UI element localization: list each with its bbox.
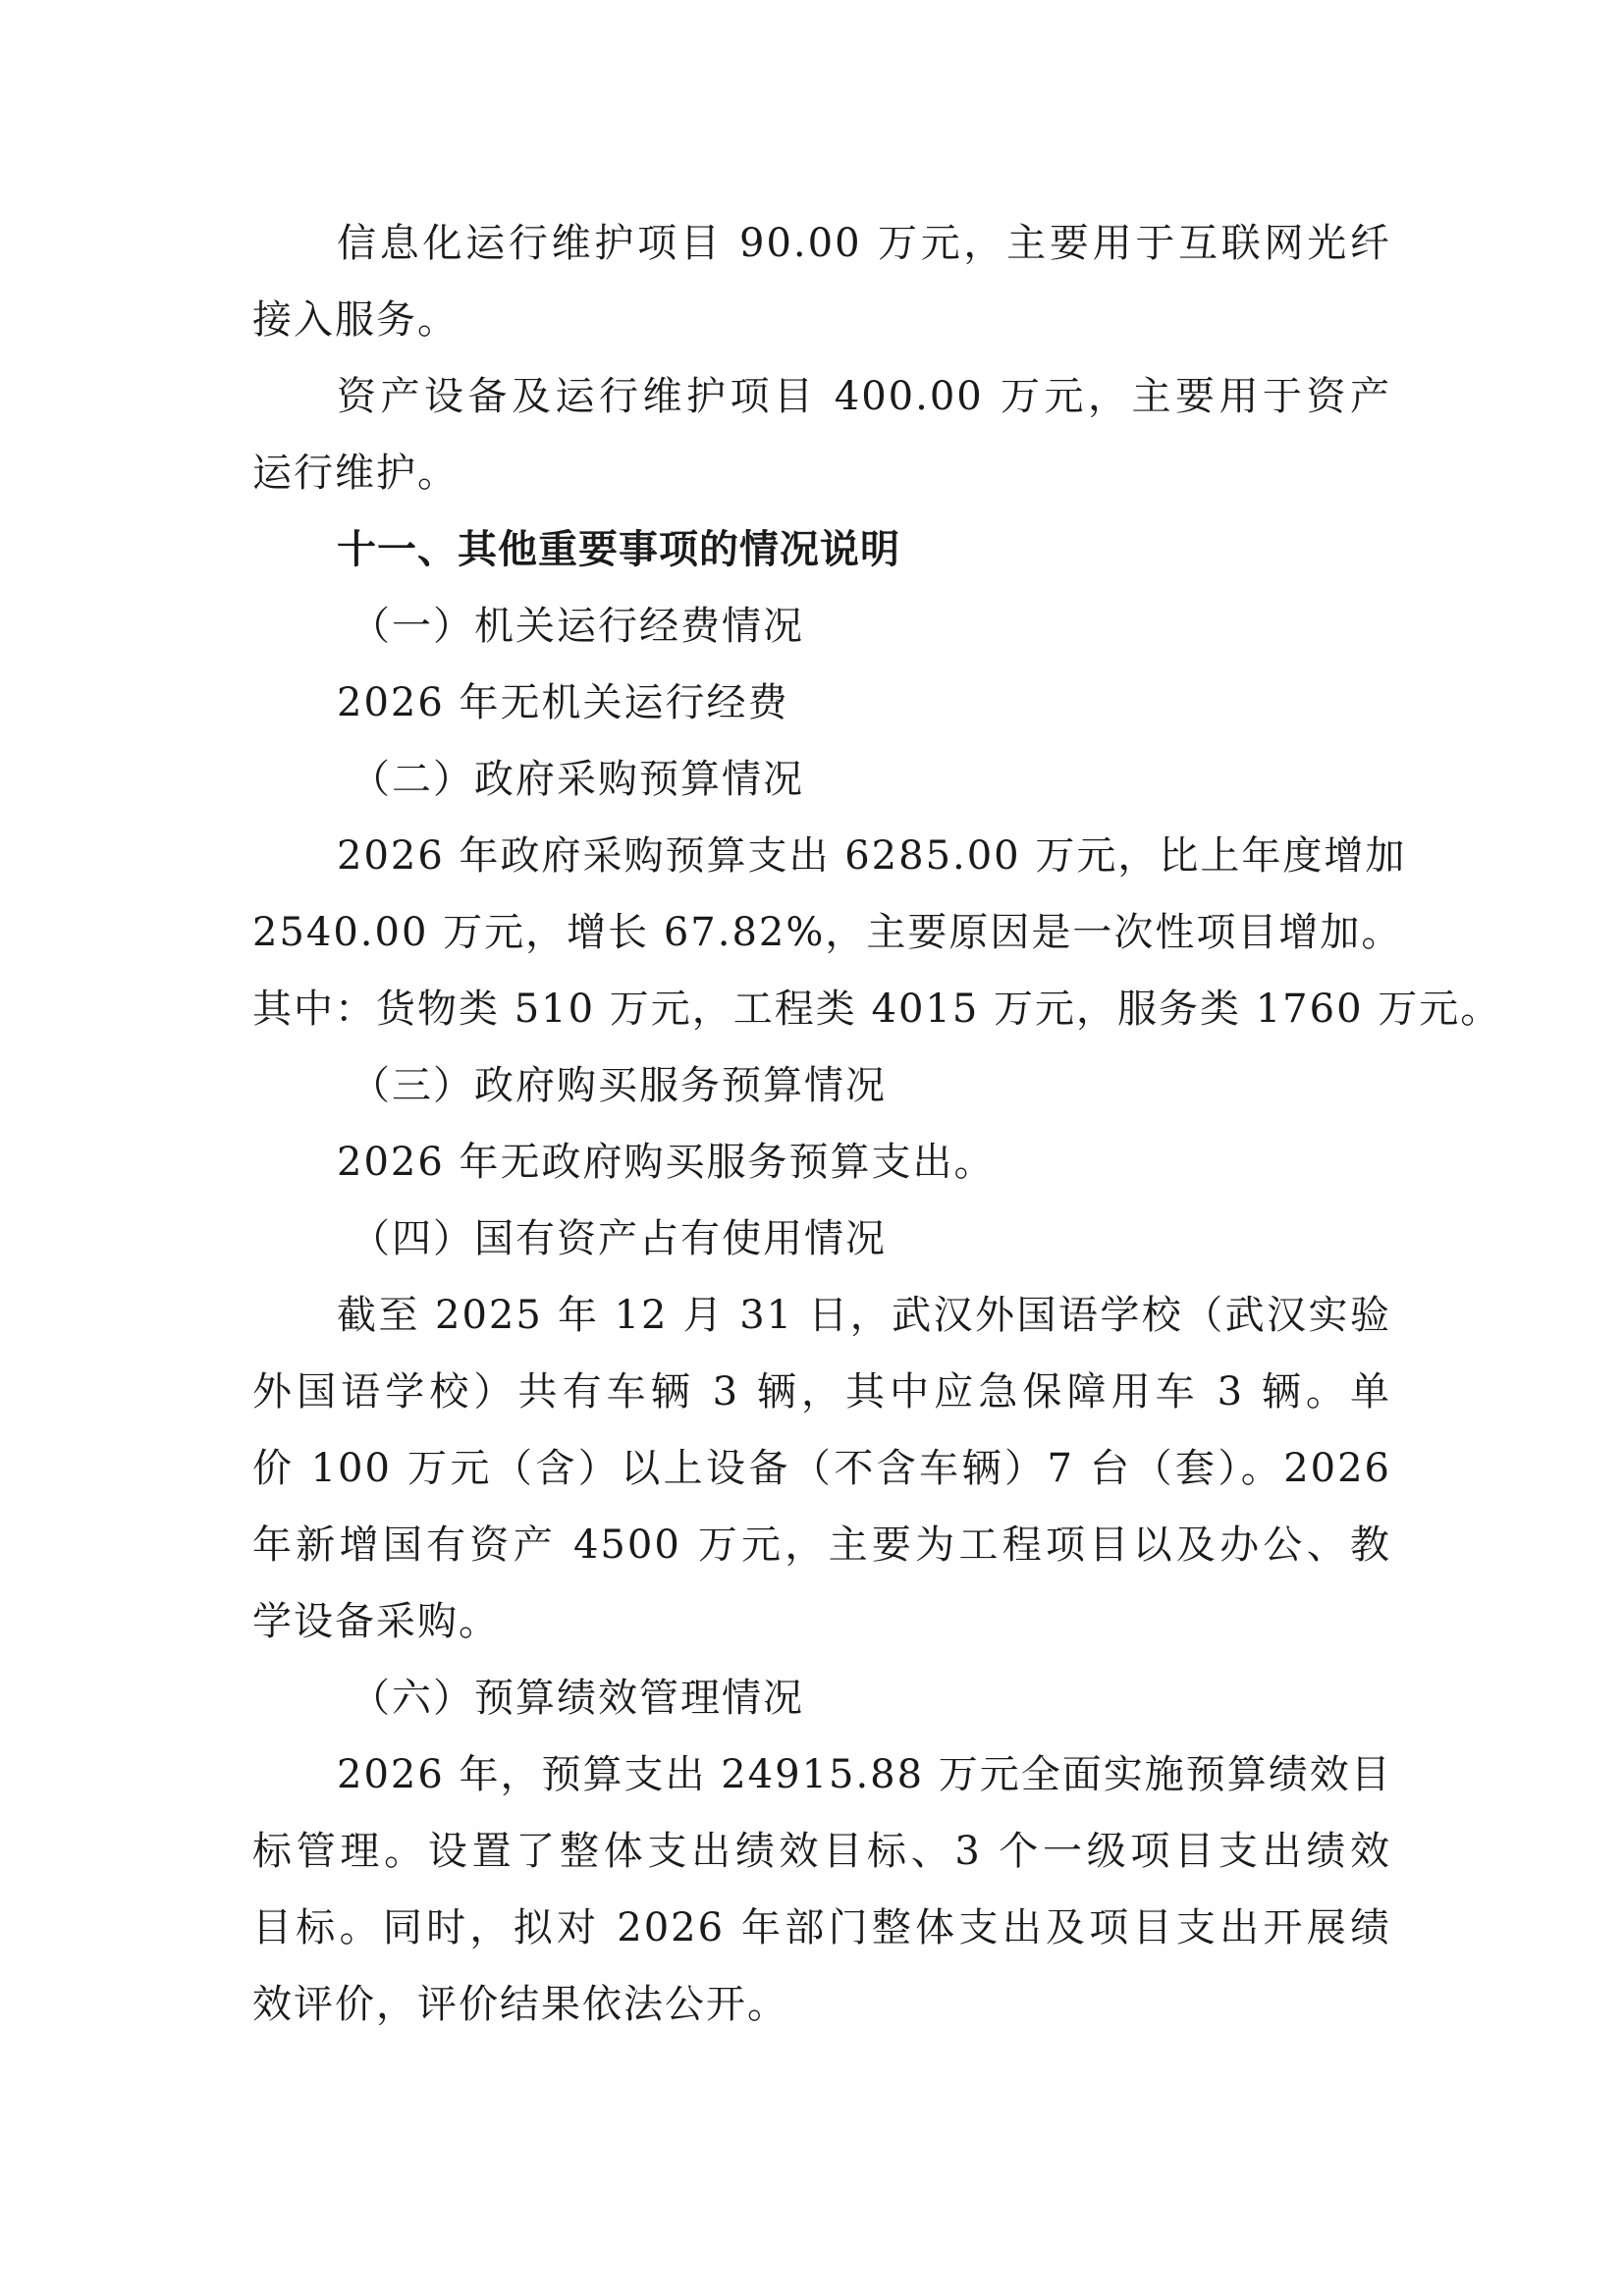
paragraph-asset-maintenance-line-2: 运行维护。 xyxy=(252,451,459,496)
paragraph-it-maintenance-line-1: 信息化运行维护项目 90.00 万元，主要用于互联网光纤 xyxy=(337,221,1391,266)
subsection-4-heading: （四）国有资产占有使用情况 xyxy=(351,1216,887,1261)
subsection-6-heading: （六）预算绩效管理情况 xyxy=(351,1676,804,1721)
subsection-4-line-3: 价 100 万元（含）以上设备（不含车辆）7 台（套）。2026 xyxy=(252,1446,1391,1491)
subsection-6-line-2: 标管理。设置了整体支出绩效目标、3 个一级项目支出绩效 xyxy=(252,1829,1391,1874)
subsection-3-heading: （三）政府购买服务预算情况 xyxy=(351,1063,887,1108)
subsection-2-heading: （二）政府采购预算情况 xyxy=(351,757,804,802)
subsection-4-line-2: 外国语学校）共有车辆 3 辆，其中应急保障用车 3 辆。单 xyxy=(252,1369,1391,1415)
subsection-4-line-1: 截至 2025 年 12 月 31 日，武汉外国语学校（武汉实验 xyxy=(337,1293,1391,1338)
paragraph-it-maintenance-line-2: 接入服务。 xyxy=(252,297,459,343)
subsection-4-line-4: 年新增国有资产 4500 万元，主要为工程项目以及办公、教 xyxy=(252,1522,1391,1568)
subsection-1-text: 2026 年无机关运行经费 xyxy=(337,680,789,725)
subsection-6-line-3: 目标。同时，拟对 2026 年部门整体支出及项目支出开展绩 xyxy=(252,1905,1391,1950)
subsection-1-heading: （一）机关运行经费情况 xyxy=(351,604,804,649)
subsection-6-line-4: 效评价，评价结果依法公开。 xyxy=(252,1982,788,2027)
subsection-3-text: 2026 年无政府购买服务预算支出。 xyxy=(337,1140,996,1185)
paragraph-asset-maintenance-line-1: 资产设备及运行维护项目 400.00 万元，主要用于资产 xyxy=(337,374,1391,419)
section-eleven-heading: 十一、其他重要事项的情况说明 xyxy=(337,527,900,572)
subsection-4-line-5: 学设备采购。 xyxy=(252,1599,500,1644)
subsection-2-line-2: 2540.00 万元，增长 67.82%，主要原因是一次性项目增加。 xyxy=(252,910,1403,955)
subsection-2-line-3: 其中：货物类 510 万元，工程类 4015 万元，服务类 1760 万元。 xyxy=(252,987,1502,1032)
subsection-6-line-1: 2026 年，预算支出 24915.88 万元全面实施预算绩效目 xyxy=(337,1752,1392,1797)
subsection-2-line-1: 2026 年政府采购预算支出 6285.00 万元，比上年度增加 xyxy=(337,833,1407,879)
